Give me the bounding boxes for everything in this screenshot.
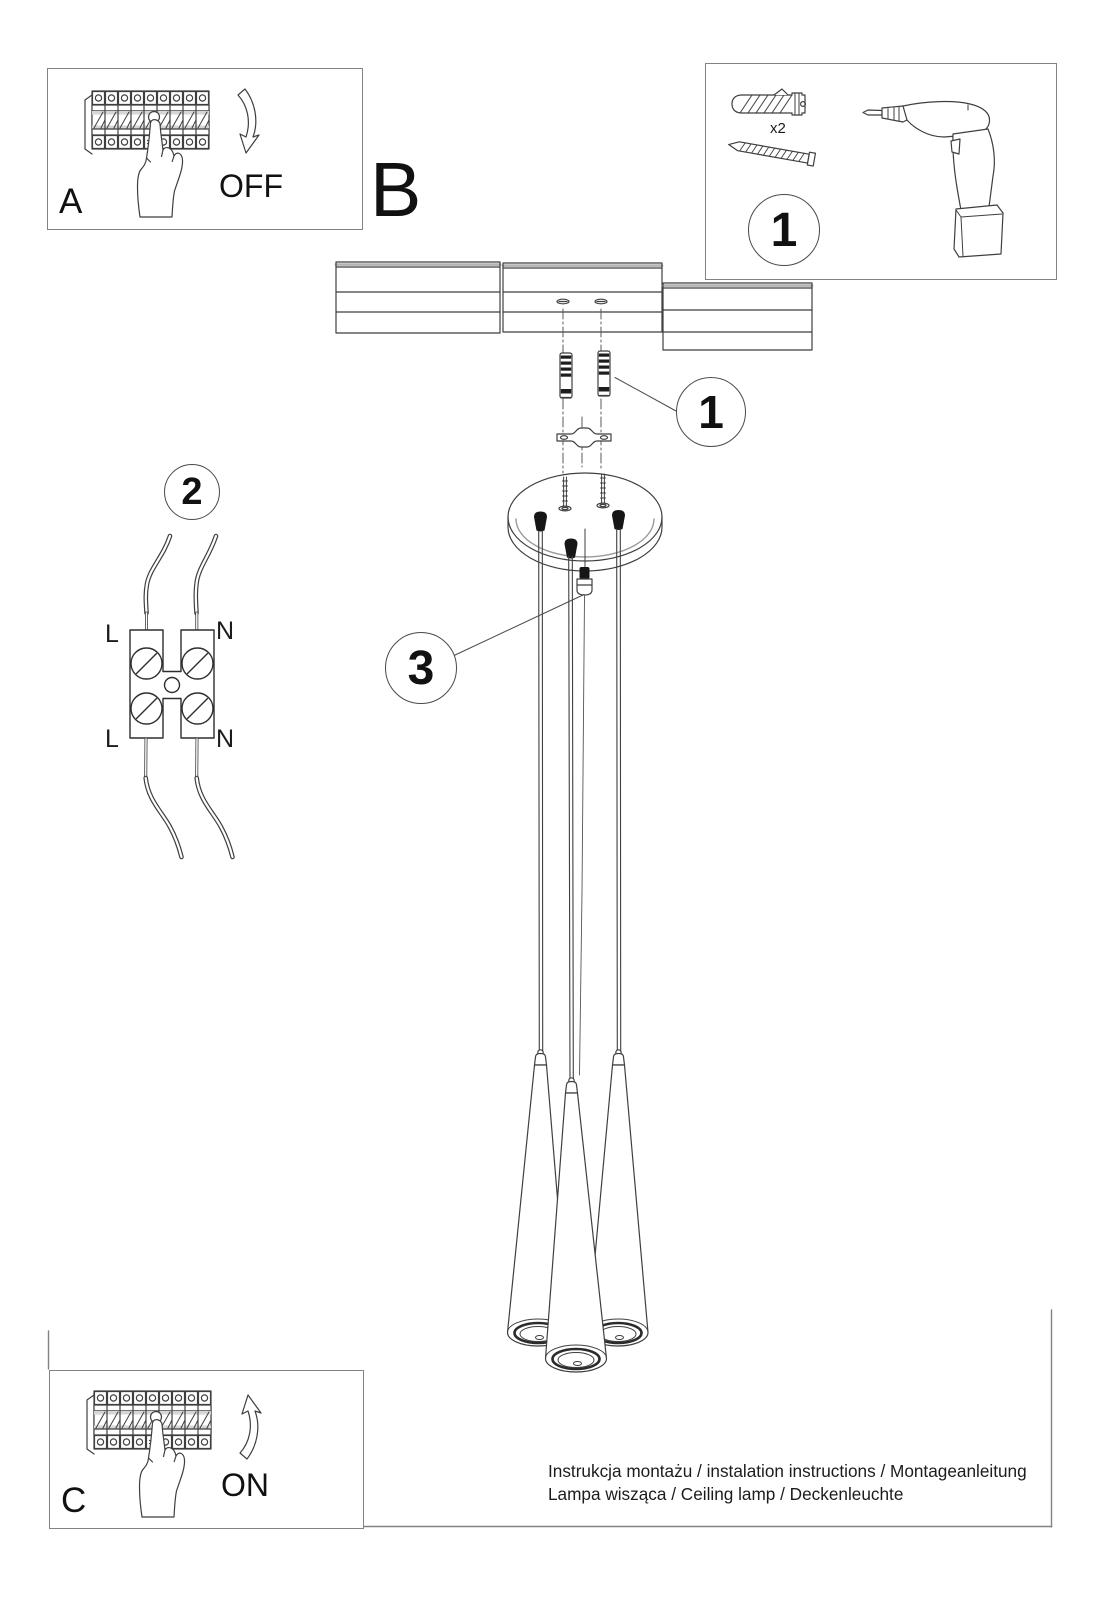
drill-icon bbox=[863, 102, 1003, 257]
section-b-label: B bbox=[370, 147, 422, 233]
terminal-label-live-bottom: L bbox=[105, 725, 119, 753]
power-wire-icon bbox=[146, 739, 233, 857]
panel-power-on bbox=[49, 1370, 364, 1529]
pendant-cables bbox=[539, 529, 621, 1081]
step-circle-3: 3 bbox=[385, 632, 457, 704]
arrow-down-icon bbox=[238, 89, 259, 153]
panel-power-off bbox=[47, 68, 363, 230]
terminal-label-live-top: L bbox=[105, 620, 119, 648]
footer-line-1: Instrukcja montażu / instalation instructions / Montageanleitung bbox=[548, 1461, 1027, 1481]
panel-letter: A bbox=[59, 182, 83, 221]
cable-adjuster-icon bbox=[577, 567, 592, 1075]
canopy-icon bbox=[508, 473, 662, 1075]
footer-caption bbox=[548, 1460, 1027, 1506]
mounting-bracket-icon bbox=[557, 428, 611, 447]
power-wire-icon bbox=[146, 536, 216, 631]
power-state-label: OFF bbox=[219, 168, 283, 204]
circuit-breaker-hand-icon bbox=[87, 1391, 211, 1517]
ceiling-hole bbox=[595, 299, 607, 304]
step-circle-1: 1 bbox=[748, 194, 820, 266]
panel-required-tools bbox=[705, 63, 1057, 280]
panel-letter: C bbox=[61, 1481, 87, 1520]
step-circle-1-main: 1 bbox=[676, 377, 746, 447]
footer-line-2: Lampa wisząca / Ceiling lamp / Deckenleuchte bbox=[548, 1483, 904, 1504]
circuit-breaker-hand-icon bbox=[85, 91, 209, 217]
anchor-quantity-label: x2 bbox=[770, 120, 786, 137]
wall-anchor-icon bbox=[598, 351, 610, 396]
terminal-label-neutral-bottom: N bbox=[216, 725, 235, 753]
ceiling-hole bbox=[557, 299, 569, 304]
screw-icon bbox=[728, 138, 816, 166]
wall-anchor-icon bbox=[560, 353, 572, 398]
terminal-block-icon bbox=[130, 630, 214, 738]
terminal-label-neutral-top: N bbox=[216, 617, 235, 645]
step-circle-2: 2 bbox=[164, 464, 220, 520]
arrow-up-icon bbox=[240, 1395, 261, 1459]
power-state-label: ON bbox=[221, 1467, 269, 1503]
wall-anchor-icon bbox=[732, 89, 805, 115]
